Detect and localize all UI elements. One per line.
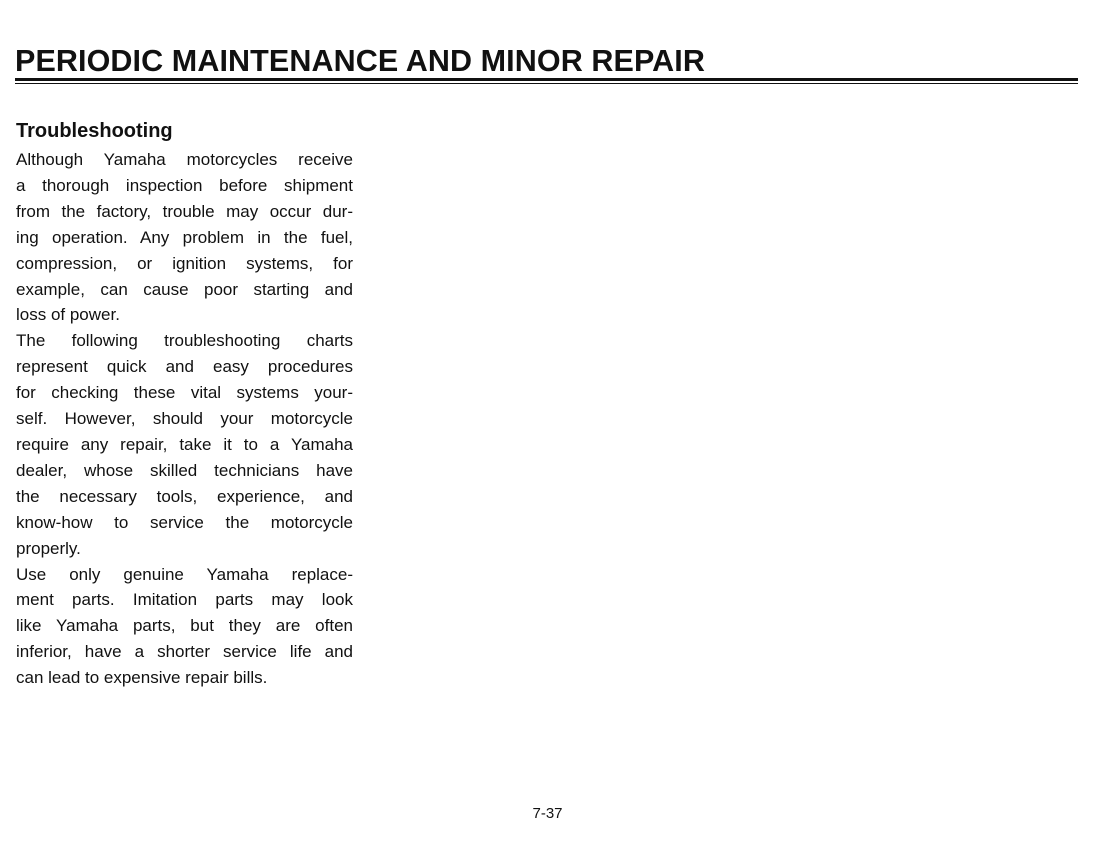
- page-number: 7-37: [532, 805, 563, 822]
- text-line: from the factory, trouble may occur dur-: [16, 201, 353, 221]
- troubleshooting-heading: Troubleshooting: [16, 120, 173, 142]
- paragraph-genuine-parts: [16, 562, 353, 692]
- text-line: for checking these vital systems your-: [16, 383, 353, 403]
- text-line: properly.: [16, 538, 81, 558]
- text-line: the necessary tools, experience, and: [16, 486, 353, 506]
- text-line: know-how to service the motorcycle: [16, 512, 353, 532]
- paragraph-charts: [16, 328, 353, 561]
- header-rule-thin: [15, 83, 1078, 84]
- text-line: can lead to expensive repair bills.: [16, 668, 268, 688]
- text-line: self. However, should your motorcycle: [16, 409, 353, 429]
- page-header: [15, 44, 1078, 84]
- text-line: dealer, whose skilled technicians have: [16, 460, 353, 480]
- section-title: PERIODIC MAINTENANCE AND MINOR REPAIR: [15, 44, 705, 78]
- text-line: ing operation. Any problem in the fuel,: [16, 227, 353, 247]
- text-line: represent quick and easy procedures: [16, 357, 353, 377]
- text-line: ment parts. Imitation parts may look: [16, 590, 353, 610]
- text-line: Use only genuine Yamaha replace-: [16, 564, 353, 584]
- text-line: inferior, have a shorter service life and: [16, 642, 353, 662]
- paragraph-intro: [16, 147, 353, 328]
- text-line: The following troubleshooting charts: [16, 331, 353, 351]
- content-column: [16, 117, 353, 691]
- text-line: require any repair, take it to a Yamaha: [16, 434, 353, 454]
- text-line: compression, or ignition systems, for: [16, 253, 353, 273]
- text-line: loss of power.: [16, 305, 120, 325]
- header-rule-thick: [15, 78, 1078, 81]
- text-line: like Yamaha parts, but they are often: [16, 616, 353, 636]
- text-line: a thorough inspection before shipment: [16, 175, 353, 195]
- text-line: Although Yamaha motorcycles receive: [16, 150, 353, 169]
- text-line: example, can cause poor starting and: [16, 279, 353, 299]
